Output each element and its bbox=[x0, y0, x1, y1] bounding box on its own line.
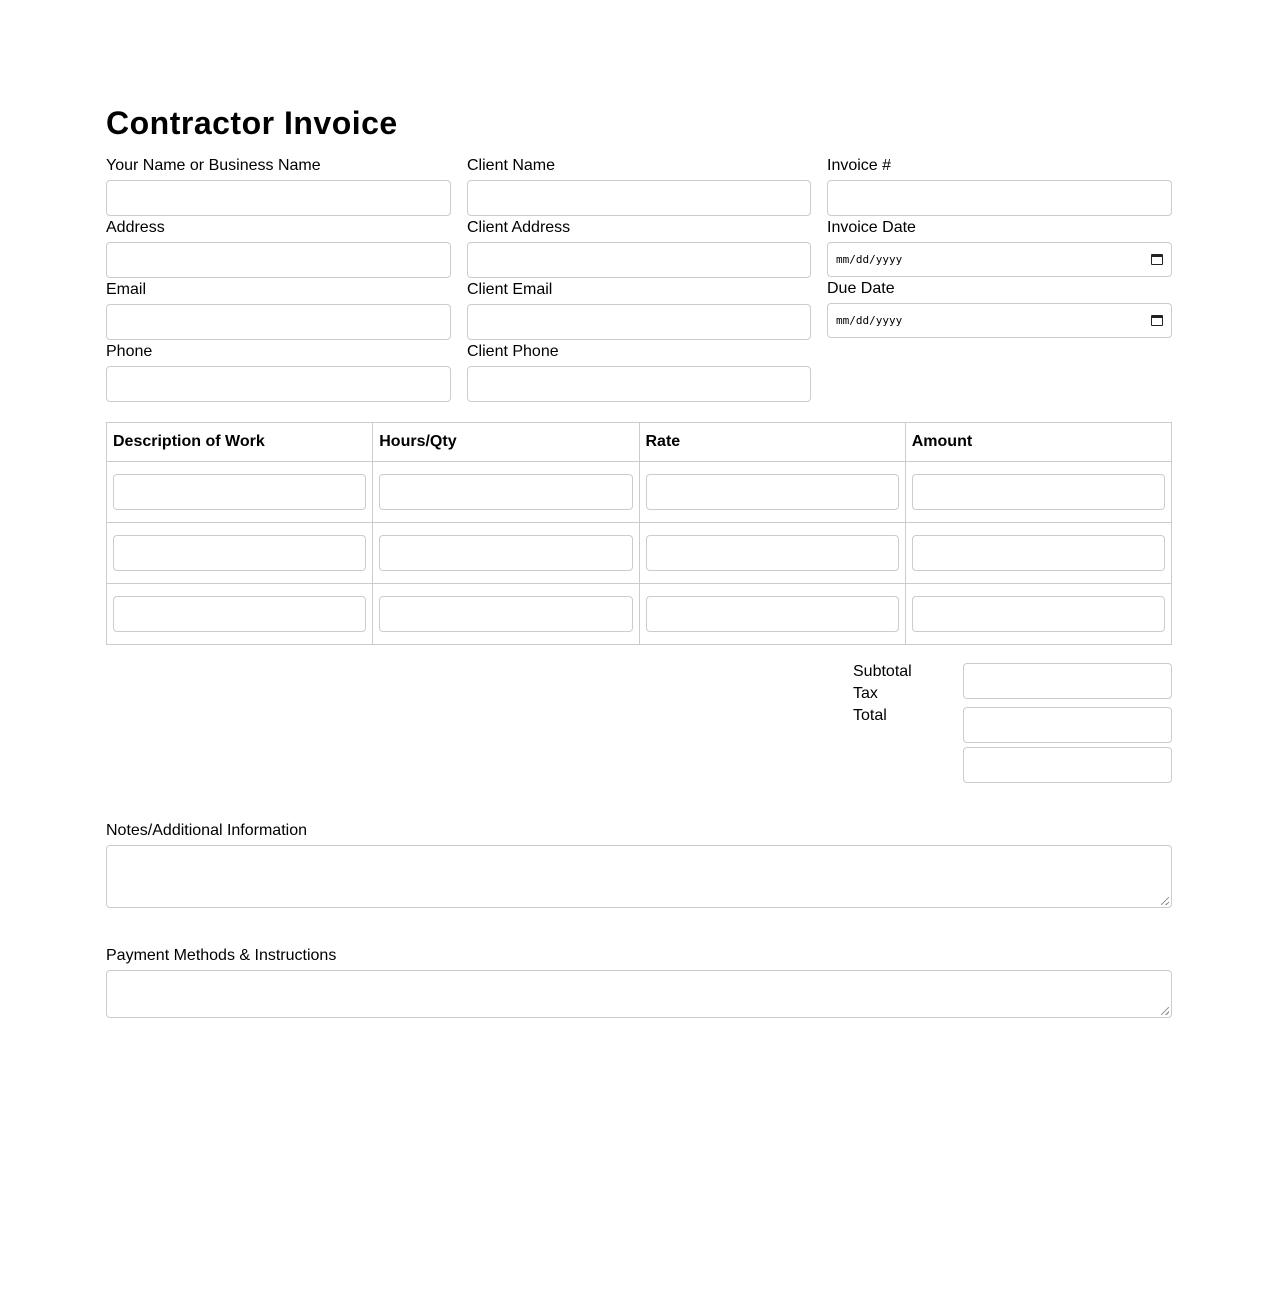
client-phone-input[interactable] bbox=[467, 366, 811, 402]
invoice-date-label: Invoice Date bbox=[827, 219, 916, 236]
client-phone-field bbox=[467, 343, 811, 405]
invoice-date-input[interactable] bbox=[827, 242, 1172, 277]
table-row bbox=[107, 523, 1172, 584]
hours-cell bbox=[373, 523, 639, 584]
rate-cell bbox=[639, 584, 905, 645]
sender-address-field bbox=[106, 219, 451, 281]
tax-input[interactable] bbox=[963, 707, 1172, 743]
invoice-number-input[interactable] bbox=[827, 180, 1172, 216]
table-row bbox=[107, 584, 1172, 645]
description-input[interactable] bbox=[113, 474, 366, 510]
description-cell bbox=[107, 523, 373, 584]
amount-cell bbox=[905, 523, 1171, 584]
totals-labels bbox=[853, 661, 912, 727]
calendar-icon[interactable] bbox=[1151, 315, 1163, 326]
hours-input[interactable] bbox=[379, 596, 632, 632]
sender-name-label: Your Name or Business Name bbox=[106, 157, 321, 174]
notes-label: Notes/Additional Information bbox=[106, 822, 307, 839]
hours-cell bbox=[373, 584, 639, 645]
table-row bbox=[107, 462, 1172, 523]
sender-address-input[interactable] bbox=[106, 242, 451, 278]
description-cell bbox=[107, 462, 373, 523]
payment-label: Payment Methods & Instructions bbox=[106, 947, 337, 964]
total-label: Total bbox=[853, 707, 887, 724]
description-input[interactable] bbox=[113, 535, 366, 571]
resize-handle-icon[interactable] bbox=[1161, 1007, 1169, 1015]
client-phone-label: Client Phone bbox=[467, 343, 559, 360]
subtotal-input[interactable] bbox=[963, 663, 1172, 699]
description-input[interactable] bbox=[113, 596, 366, 632]
rate-input[interactable] bbox=[646, 535, 899, 571]
rate-input[interactable] bbox=[646, 596, 899, 632]
amount-cell bbox=[905, 584, 1171, 645]
page-title: Contractor Invoice bbox=[106, 105, 398, 141]
hours-input[interactable] bbox=[379, 535, 632, 571]
total-input[interactable] bbox=[963, 747, 1172, 783]
sender-phone-field bbox=[106, 343, 451, 405]
resize-handle-icon[interactable] bbox=[1161, 897, 1169, 905]
rate-input[interactable] bbox=[646, 474, 899, 510]
hours-input[interactable] bbox=[379, 474, 632, 510]
amount-cell bbox=[905, 462, 1171, 523]
client-name-field bbox=[467, 157, 811, 219]
due-date-label: Due Date bbox=[827, 280, 895, 297]
client-name-input[interactable] bbox=[467, 180, 811, 216]
due-date-field bbox=[827, 280, 1172, 342]
amount-input[interactable] bbox=[912, 596, 1165, 632]
client-address-field bbox=[467, 219, 811, 281]
rate-cell bbox=[639, 523, 905, 584]
invoice-number-field bbox=[827, 157, 1172, 219]
client-email-input[interactable] bbox=[467, 304, 811, 340]
invoice-info-column bbox=[827, 157, 1172, 342]
column-header-hours: Hours/Qty bbox=[373, 423, 639, 462]
sender-email-input[interactable] bbox=[106, 304, 451, 340]
column-header-rate: Rate bbox=[639, 423, 905, 462]
client-email-field bbox=[467, 281, 811, 343]
due-date-input[interactable] bbox=[827, 303, 1172, 338]
sender-name-field bbox=[106, 157, 451, 219]
subtotal-label: Subtotal bbox=[853, 663, 912, 680]
sender-email-label: Email bbox=[106, 281, 147, 298]
invoice-number-label: Invoice # bbox=[827, 157, 892, 174]
column-header-description: Description of Work bbox=[107, 423, 373, 462]
rate-cell bbox=[639, 462, 905, 523]
due-date-placeholder: mm/dd/yyyy bbox=[836, 314, 903, 327]
client-name-label: Client Name bbox=[467, 157, 556, 174]
sender-name-input[interactable] bbox=[106, 180, 451, 216]
sender-address-label: Address bbox=[106, 219, 165, 236]
payment-textarea[interactable] bbox=[106, 970, 1172, 1018]
amount-input[interactable] bbox=[912, 474, 1165, 510]
table-header-row bbox=[107, 423, 1172, 462]
amount-input[interactable] bbox=[912, 535, 1165, 571]
invoice-date-field bbox=[827, 219, 1172, 280]
sender-email-field bbox=[106, 281, 451, 343]
client-email-label: Client Email bbox=[467, 281, 553, 298]
sender-phone-input[interactable] bbox=[106, 366, 451, 402]
client-address-label: Client Address bbox=[467, 219, 571, 236]
notes-textarea[interactable] bbox=[106, 845, 1172, 908]
column-header-amount: Amount bbox=[905, 423, 1171, 462]
hours-cell bbox=[373, 462, 639, 523]
sender-phone-label: Phone bbox=[106, 343, 153, 360]
calendar-icon[interactable] bbox=[1151, 254, 1163, 265]
sender-column bbox=[106, 157, 451, 405]
line-items-table bbox=[106, 422, 1172, 645]
client-address-input[interactable] bbox=[467, 242, 811, 278]
description-cell bbox=[107, 584, 373, 645]
tax-label: Tax bbox=[853, 685, 878, 702]
invoice-date-placeholder: mm/dd/yyyy bbox=[836, 253, 903, 266]
client-column bbox=[467, 157, 811, 405]
